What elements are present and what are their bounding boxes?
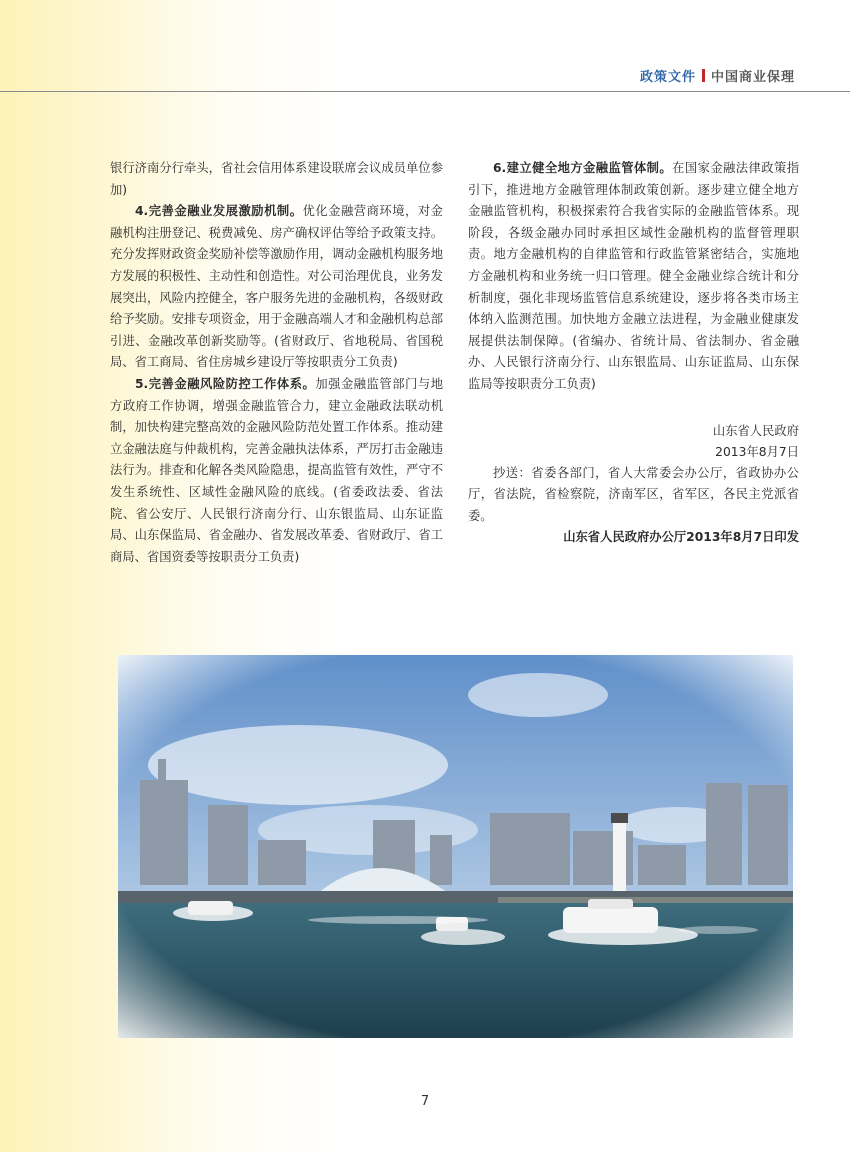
header-title (640, 66, 795, 85)
paragraph-continuation: 银行济南分行牵头，省社会信用体系建设联席会议成员单位参加) (110, 161, 443, 197)
item-6 (468, 158, 799, 396)
header-section: 政策文件 (639, 70, 696, 85)
header-magazine: 中国商业保理 (710, 70, 795, 85)
item-4-body: 优化金融营商环境，对金融机构注册登记、税费减免、房产确权评估等给予政策支持。充分发挥财政资金奖励补偿等激励作用，调动金融机构服务地方发展的积极性、主动性和创造性。对公司治理优良，业务发展突出，风险内控健全，客户服务先进的金融机构，各级财政给予奖励。安排专项资金，用于金融高端人才和金融机构总部引进、金融改革创新奖励等。(省财政厅、省地税局、省国税局、省工商局、省住房城乡建设厅等按职责分工负责) (110, 204, 443, 370)
signature-date: 2013年8月7日 (715, 444, 799, 459)
signature-block (468, 421, 799, 463)
item-4-title: 4.完善金融业发展激励机制。 (135, 204, 303, 219)
printed-by: 山东省人民政府办公厅2013年8月7日印发 (563, 530, 799, 545)
cc-list: 抄送：省委各部门，省人大常委会办公厅，省政协办公厅，省法院，省检察院，济南军区，省军区，各民主党派省委。 (468, 465, 799, 523)
header-divider (702, 69, 705, 82)
item-5-body: 加强金融监管部门与地方政府工作协调，增强金融监管合力，建立金融政法联动机制，加快构建完整高效的金融风险防范处置工作体系。推动建立金融法庭与仲裁机构，完善金融执法体系，严厉打击金融违法行为。排查和化解各类风险隐患，提高监管有效性，严守不发生系统性、区域性金融风险的底线。(省委政法委、省法院、省公安厅、人民银行济南分行、山东银监局、山东证监局、山东保监局、省金融办、省发展改革委、省财政厅、省工商局、省国资委等按职责分工负责) (110, 376, 443, 564)
item-5 (110, 374, 443, 568)
harbor-photo-image (118, 655, 793, 1038)
item-6-title: 6.建立健全地方金融监管体制。 (493, 161, 673, 175)
item-5-title: 5.完善金融风险防控工作体系。 (135, 376, 316, 391)
page-number: 7 (420, 1094, 430, 1109)
signer: 山东省人民政府 (712, 423, 799, 438)
left-column (110, 158, 443, 568)
item-4 (110, 201, 443, 374)
header-rule (0, 91, 850, 92)
harbor-photo (118, 655, 793, 1038)
right-column (468, 158, 799, 549)
item-6-body: 在国家金融法律政策指引下，推进地方金融管理体制政策创新。逐步建立健全地方金融监管机构，积极探索符合我省实际的金融监管体系。现阶段，各级金融办同时承担区域性金融机构的监督管理职责。地方金融机构的自律监管和行政监管紧密结合，实施地方金融机构和业务统一归口管理。健全金融业综合统计和分析制度，强化非现场监管信息系统建设，逐步将各类市场主体纳入监测范围。加快地方金融立法进程，为金融业健康发展提供法制保障。(省编办、省统计局、省法制办、省金融办、人民银行济南分行、山东银监局、山东证监局、山东保监局等按职责分工负责) (468, 161, 799, 391)
page-header (0, 0, 850, 92)
